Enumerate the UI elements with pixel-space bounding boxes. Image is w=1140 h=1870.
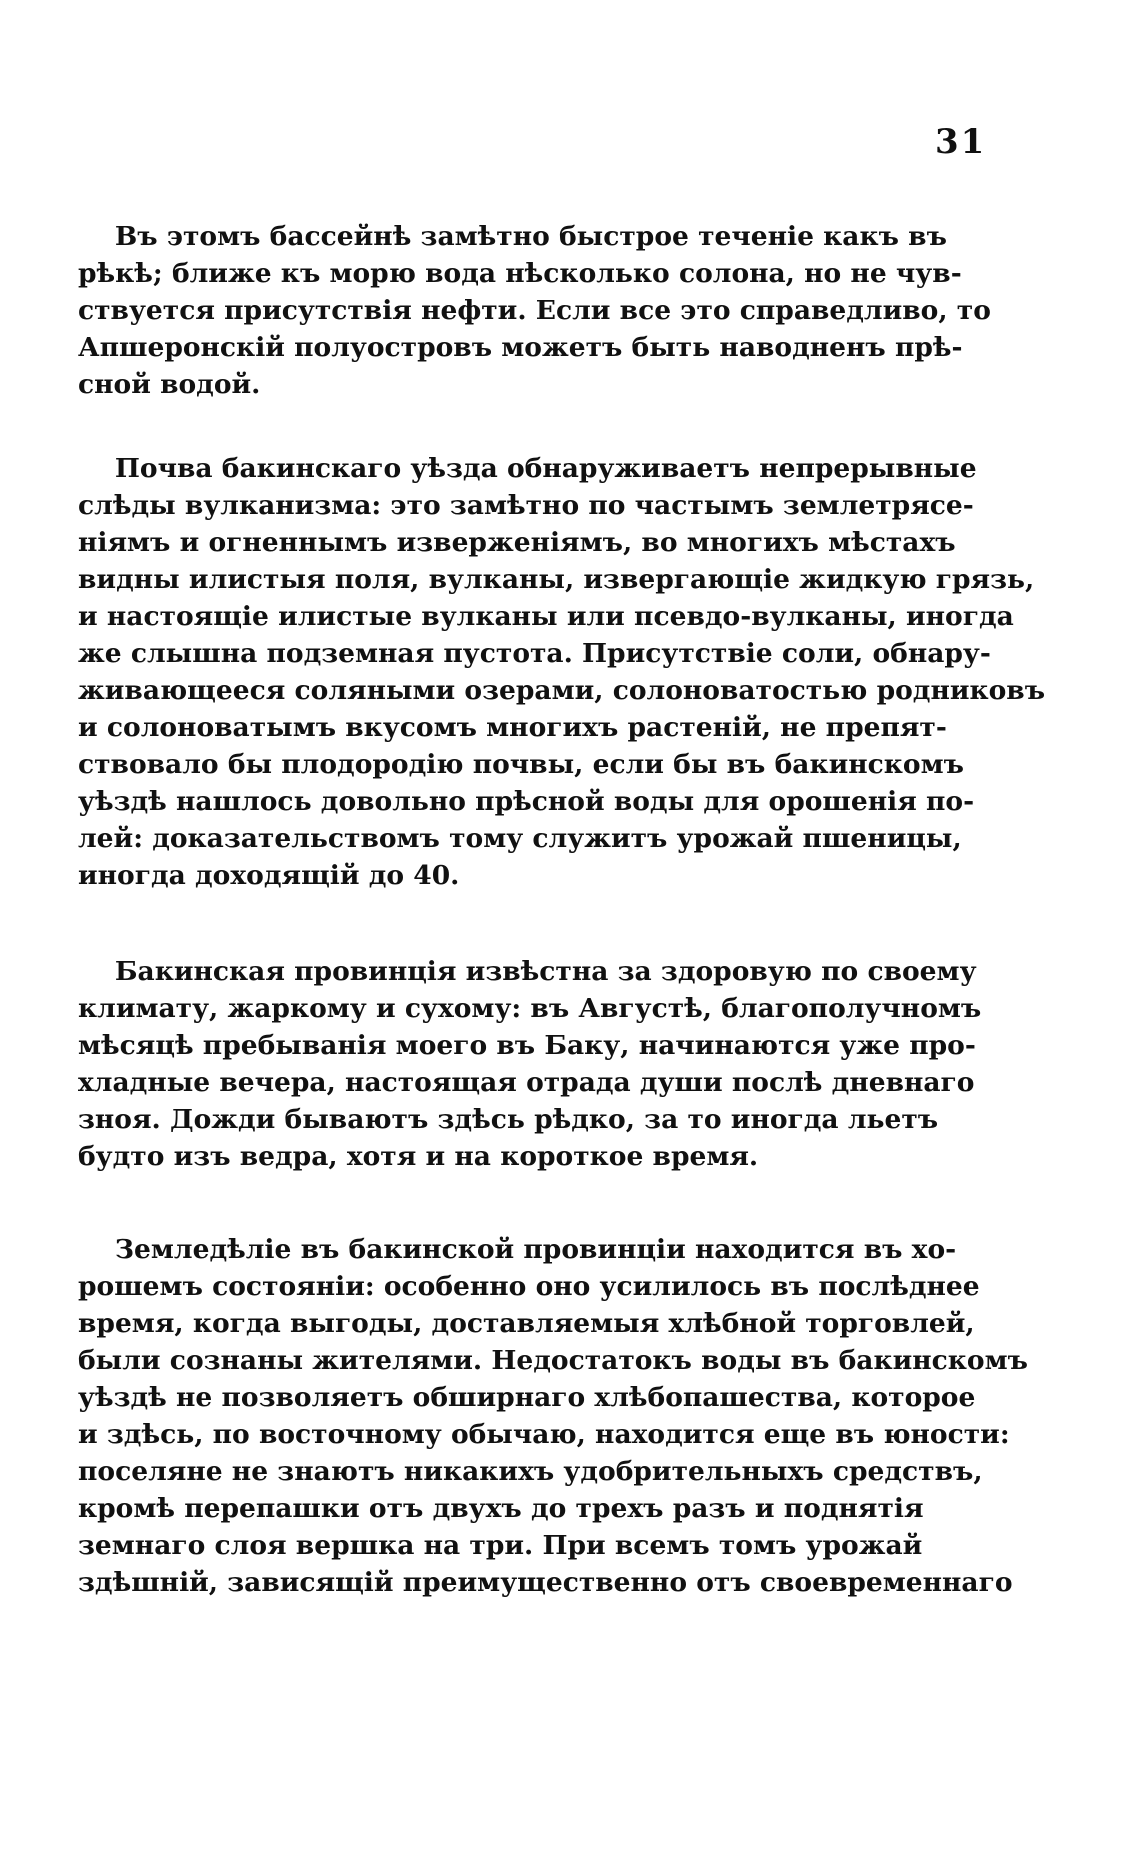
text-line: и здѣсь, по восточному обычаю, находится еще въ юности: <box>78 1419 1010 1450</box>
text-line: видны илистыя поля, вулканы, извергающіе жидкую грязь, <box>78 564 1035 595</box>
text-line: Бакинская провинція извѣстна за здоровую по своему <box>78 956 977 987</box>
text-line: рѣкѣ; ближе къ морю вода нѣсколько солона, но не чув- <box>78 258 962 289</box>
text-line: же слышна подземная пустота. Присутствіе соли, обнару- <box>78 638 991 669</box>
paragraph-4 <box>78 1231 1028 1601</box>
text-line: зноя. Дожди бываютъ здѣсь рѣдко, за то иногда льетъ <box>78 1104 939 1135</box>
text-line: время, когда выгоды, доставляемыя хлѣбной торговлей, <box>78 1308 975 1339</box>
text-line: уѣздѣ не позволяетъ обширнаго хлѣбопашества, которое <box>78 1382 976 1413</box>
text-line: здѣшній, зависящій преимущественно отъ своевременнаго <box>78 1567 1013 1598</box>
page-number: 31 <box>935 122 987 162</box>
text-line: сной водой. <box>78 369 261 400</box>
paragraph-2 <box>78 450 1045 894</box>
text-line: ствовало бы плодородію почвы, если бы въ бакинскомъ <box>78 749 964 780</box>
text-line: земнаго слоя вершка на три. При всемъ томъ урожай <box>78 1530 923 1561</box>
text-line: Почва бакинскаго уѣзда обнаруживаетъ непрерывные <box>78 453 977 484</box>
text-line: кромѣ перепашки отъ двухъ до трехъ разъ и поднятія <box>78 1493 924 1524</box>
text-line: и солоноватымъ вкусомъ многихъ растеній, не препят- <box>78 712 947 743</box>
text-line: хладные вечера, настоящая отрада души послѣ дневнаго <box>78 1067 975 1098</box>
text-line: мѣсяцѣ пребыванія моего въ Баку, начинаются уже про- <box>78 1030 976 1061</box>
text-line: рошемъ состояніи: особенно оно усилилось въ послѣднее <box>78 1271 980 1302</box>
paragraph-3 <box>78 953 981 1175</box>
text-line: слѣды вулканизма: это замѣтно по частымъ землетрясе- <box>78 490 974 521</box>
text-line: лей: доказательствомъ тому служитъ урожай пшеницы, <box>78 823 962 854</box>
text-line: и настоящіе илистые вулканы или псевдо-вулканы, иногда <box>78 601 1014 632</box>
text-line: иногда доходящій до 40. <box>78 860 460 891</box>
text-line: будто изъ ведра, хотя и на короткое время. <box>78 1141 759 1172</box>
text-line: ніямъ и огненнымъ изверженіямъ, во многихъ мѣстахъ <box>78 527 956 558</box>
text-line: климату, жаркому и сухому: въ Августѣ, благополучномъ <box>78 993 982 1024</box>
text-line: Апшеронскій полуостровъ можетъ быть наводненъ прѣ- <box>78 332 963 363</box>
text-line: живающееся соляными озерами, солоноватостью родниковъ <box>78 675 1046 706</box>
text-line: ствуется присутствія нефти. Если все это справедливо, то <box>78 295 991 326</box>
paragraph-1 <box>78 218 991 403</box>
text-line: поселяне не знаютъ никакихъ удобрительныхъ средствъ, <box>78 1456 983 1487</box>
text-line: Земледѣліе въ бакинской провинціи находится въ хо- <box>78 1234 957 1265</box>
text-line: Въ этомъ бассейнѣ замѣтно быстрое теченіе какъ въ <box>78 221 947 252</box>
text-line: уѣздѣ нашлось довольно прѣсной воды для орошенія по- <box>78 786 975 817</box>
text-line: были сознаны жителями. Недостатокъ воды въ бакинскомъ <box>78 1345 1028 1376</box>
